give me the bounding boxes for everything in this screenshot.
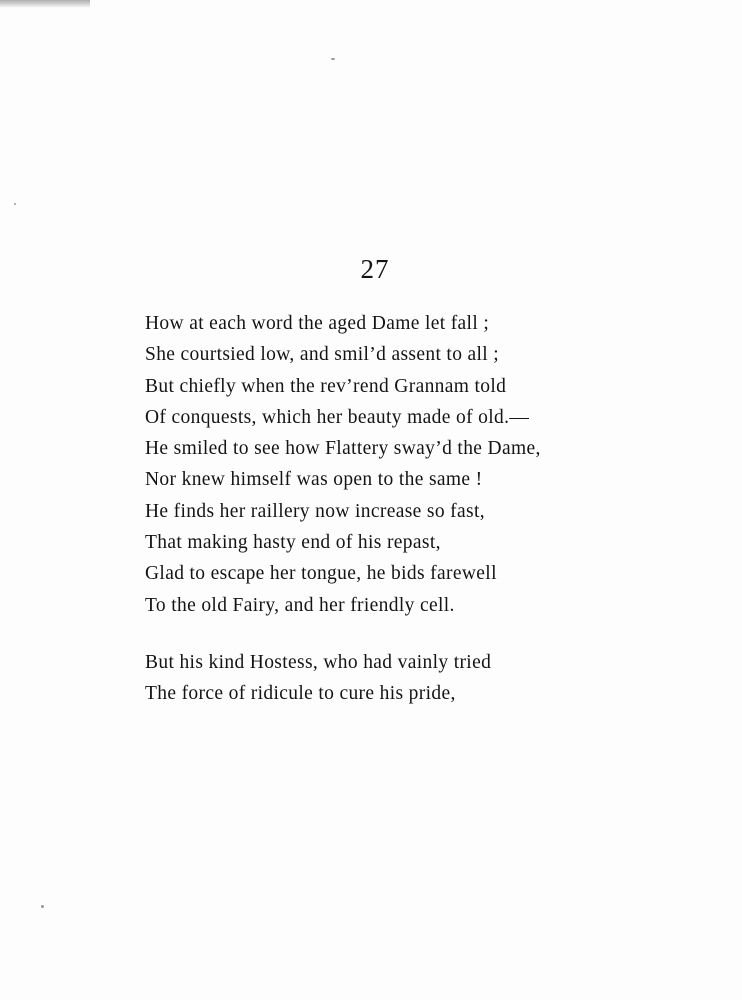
poem-line: He finds her raillery now increase so fast, xyxy=(145,500,485,522)
poem-line: But chiefly when the rev’rend Grannam told xyxy=(145,375,507,397)
poem-line: But his kind Hostess, who had vainly tried xyxy=(145,652,492,673)
poem-line: That making hasty end of his repast, xyxy=(145,532,441,554)
poem-line: Of conquests, which her beauty made of old.— xyxy=(145,406,530,428)
poem-line: Glad to escape her tongue, he bids farewell xyxy=(145,563,497,585)
scan-speck xyxy=(41,905,44,908)
stanza-2 xyxy=(145,647,491,710)
scan-shadow xyxy=(0,0,90,8)
poem-line: He smiled to see how Flattery sway’d the Dame, xyxy=(145,438,541,460)
stanza-1 xyxy=(145,308,541,621)
poem-line: How at each word the aged Dame let fall ; xyxy=(145,313,490,334)
poem-line: The force of ridicule to cure his pride, xyxy=(145,683,456,705)
scan-speck xyxy=(14,203,16,205)
scan-speck xyxy=(331,58,335,60)
page-number: 27 xyxy=(360,254,390,284)
poem-line: She courtsied low, and smil’d assent to all ; xyxy=(145,344,500,366)
poem-line: Nor knew himself was open to the same ! xyxy=(145,469,483,491)
poem-line: To the old Fairy, and her friendly cell. xyxy=(145,594,455,616)
